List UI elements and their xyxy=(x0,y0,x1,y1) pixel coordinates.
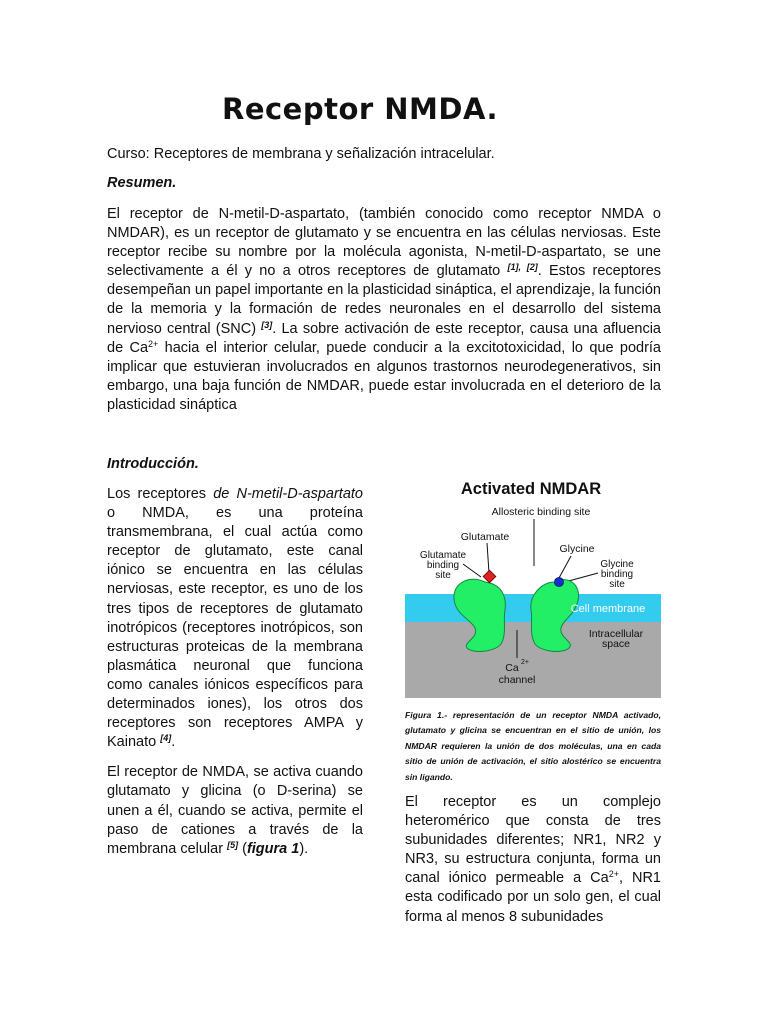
abstract-paragraph xyxy=(107,205,661,415)
right-column-paragraph xyxy=(405,793,661,927)
citation-3: [3] xyxy=(261,319,273,330)
figure-reference: figura 1 xyxy=(246,840,300,857)
right-text-2: , NR1 esta codificado por un solo gen, el cual forma al menos 8 subunidades xyxy=(405,870,661,925)
label-channel: channel xyxy=(498,674,536,686)
label-glycine-site-2: binding xyxy=(600,569,634,580)
intro-text: El receptor de NMDA, se activa cuando glutamato y glicina (o D-serina) se unen a él, cuando se activa, permite el paso de cationes a través de la membrana celular xyxy=(107,764,363,857)
nmdar-diagram xyxy=(405,470,661,698)
label-glycine: Glycine xyxy=(559,543,595,555)
figure-nmdar xyxy=(405,470,661,698)
citation-5: [5] xyxy=(227,839,239,850)
label-allosteric-site: Allosteric binding site xyxy=(491,506,591,518)
label-glutamate-site-3: site xyxy=(435,570,451,581)
right-text-1: El receptor es un complejo heteromérico que consta de tres subunidades diferentes; NR1, NR2 y NR3, su estructura conjunta, forma un canal iónico permeable a Ca xyxy=(405,794,661,887)
intro-text: . xyxy=(171,734,176,751)
citation-1-2: [1], [2] xyxy=(507,262,538,273)
figure-caption: Figura 1.- representación de un receptor NMDA activado, glutamato y glicina se encuentran en el sitio de unión, los NMDAR requieren la unión de dos moléculas, una en cada sitio de unión de activación, el sitio alostérico se encuentra sin ligando. xyxy=(405,710,661,782)
abstract-text-4: hacia el interior celular, puede conducir a la excitotoxicidad, lo que podría implicar que estuvieran involucrados en algunos trastornos neurodegenerativos, sin embargo, una baja función de NMDAR, puede estar involucrada en el deterioro de la plasticidad sináptica xyxy=(107,339,661,413)
intro-left-column xyxy=(107,485,363,870)
label-ca-superscript: 2+ xyxy=(521,659,529,666)
label-glycine-site-1: Glycine xyxy=(600,559,634,570)
label-intracellular-2: space xyxy=(601,638,631,650)
intro-text: o NMDA, es una proteína transmembrana, el cual actúa como receptor de glutamato, este canal iónico se encuentra en las células nerviosas, este receptor, es uno de los tres tipos de receptores de glutamato inotrópicos (receptores inotrópicos, son estructuras proteicas de la membrana plasmática neuronal que funciona como canales iónicos específicos para determinados iones), los otros dos receptores son receptores AMPA y Kainato xyxy=(107,505,363,751)
label-intracellular-1: Intracellular xyxy=(588,628,644,640)
intro-text: Los receptores xyxy=(107,486,214,502)
abstract-text-3: . La sobre activación de este receptor, causa una afluencia de Ca xyxy=(107,320,661,356)
label-glutamate: Glutamate xyxy=(460,531,510,543)
ca-superscript: 2+ xyxy=(148,338,159,349)
intro-italic-term: de N-metil-D-aspartato xyxy=(213,486,363,502)
label-glutamate-site-1: Glutamate xyxy=(419,550,467,561)
label-ca: Ca xyxy=(505,662,519,674)
intro-heading: Introducción. xyxy=(107,456,199,472)
glycine-ligand-icon xyxy=(555,578,564,587)
intro-paragraph-1 xyxy=(107,485,363,752)
intro-paragraph-2 xyxy=(107,763,363,858)
page-title: Receptor NMDA. xyxy=(221,92,498,126)
label-glutamate-site-2: binding xyxy=(426,560,460,571)
label-glycine-site-3: site xyxy=(609,579,625,590)
resumen-heading: Resumen. xyxy=(107,175,177,191)
abstract-text-2: . Estos receptores desempeñan un papel importante en la plasticidad sináptica, el aprendizaje, la función de la memoria y la formación de redes neuronales en el desarrollo del sistema nervioso central (SNC) xyxy=(107,263,662,337)
course-line: Curso: Receptores de membrana y señalización intracelular. xyxy=(107,146,495,162)
right-ca-superscript: 2+ xyxy=(608,869,619,880)
citation-4: [4] xyxy=(160,733,172,744)
label-cell-membrane: Cell membrane xyxy=(570,603,646,615)
intro-text: ). xyxy=(299,840,309,857)
figure-title: Activated NMDAR xyxy=(460,480,602,498)
abstract-text-1: El receptor de N-metil-D-aspartato, (también conocido como receptor NMDA o NMDAR), es un receptor de glutamato y se encuentra en las células nerviosas. Este receptor recibe su nombre por la molécula agonista, N-metil-D-aspartato, se une selectivamente a él y no a otros receptores de glutamato xyxy=(107,206,661,280)
intro-text: ( xyxy=(238,840,247,857)
